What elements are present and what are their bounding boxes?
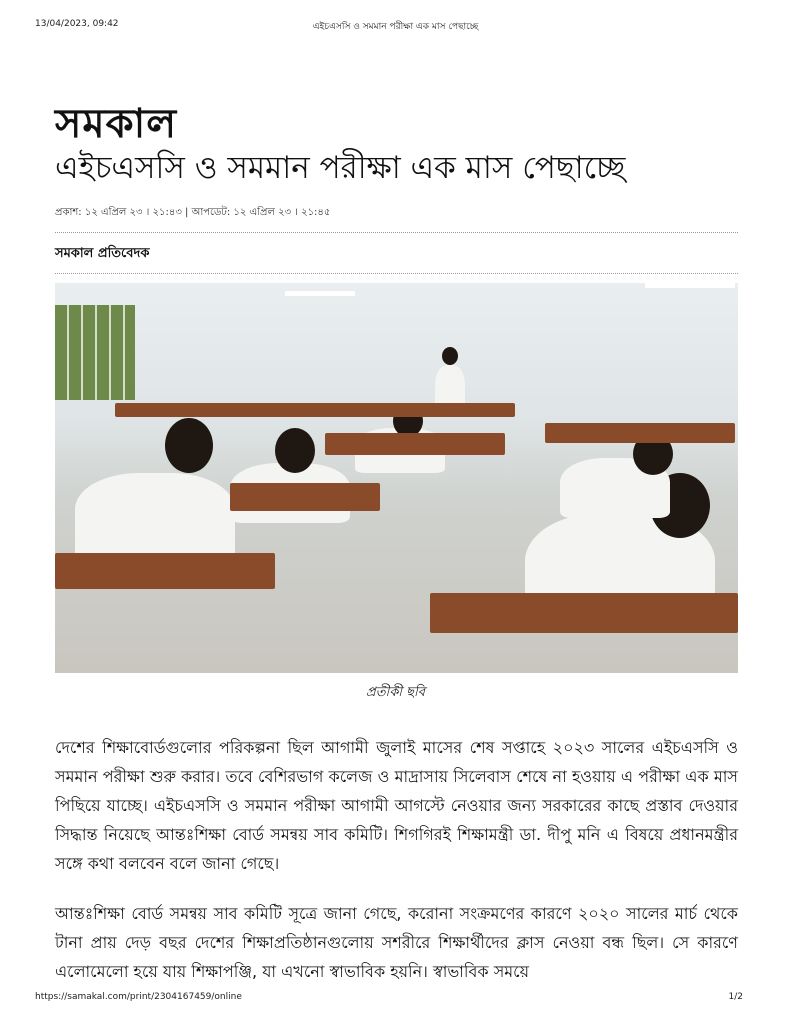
desk — [115, 403, 515, 417]
desk — [430, 593, 738, 633]
ceiling-light — [645, 283, 735, 288]
samakal-logo[interactable]: সমকাল — [55, 100, 178, 147]
head — [165, 418, 213, 473]
page-number: 1/2 — [728, 992, 743, 1002]
divider — [55, 232, 738, 233]
head — [442, 347, 458, 365]
byline: সমকাল প্রতিবেদক — [55, 246, 150, 261]
desk — [230, 483, 380, 511]
divider — [55, 273, 738, 274]
head — [275, 428, 315, 473]
desk — [55, 553, 275, 589]
article-paragraph: আন্তঃশিক্ষা বোর্ড সমন্বয় সাব কমিটি সূত্রে জানা গেছে, করোনা সংক্রমণের কারণে ২০২০ সালের মার্চ থেকে টানা প্রায় দেড় বছর দেশের শিক্ষাপ্রতিষ্ঠানগুলোয় সশরীরে শিক্ষার্থীদের ক্লাস নেওয়া বন্ধ ছিল। সে কারণে এলোমেলো হয়ে যায় শিক্ষাপঞ্জি, যা এখনো স্বাভাবিক হয়নি। স্বাভাবিক সময়ে — [55, 904, 738, 981]
student — [75, 473, 235, 563]
publish-meta: প্রকাশ: ১২ এপ্রিল ২৩ । ২১:৪৩ | আপডেট: ১২ এপ্রিল ২৩ । ২১:৪৫ — [55, 207, 331, 218]
ceiling-light — [285, 291, 355, 296]
image-caption: প্রতীকী ছবি — [366, 685, 425, 700]
article-title: এইচএসসি ও সমমান পরীক্ষা এক মাস পেছাচ্ছে — [55, 150, 626, 186]
desk — [545, 423, 735, 443]
print-page-title: এইচএসসি ও সমমান পরীক্ষা এক মাস পেছাচ্ছে — [312, 22, 479, 32]
window — [55, 305, 135, 400]
article-photo-exam-hall — [55, 283, 738, 673]
desk — [325, 433, 505, 455]
article-paragraph: দেশের শিক্ষাবোর্ডগুলোর পরিকল্পনা ছিল আগামী জুলাই মাসের শেষ সপ্তাহে ২০২৩ সালের এইচএসসি ও সমমান পরীক্ষা শুরু করার। তবে বেশিরভাগ কলেজ ও মাদ্রাসায় সিলেবাস শেষে না হওয়ায় এ পরীক্ষা এক মাস পিছিয়ে যাচ্ছে। এইচএসসি ও সমমান পরীক্ষা আগামী আগস্টে নেওয়ার জন্য সরকারের কাছে প্রস্তাব দেওয়ার সিদ্ধান্ত নিয়েছে আন্তঃশিক্ষা বোর্ড সমন্বয় সাব কমিটি। শিগগিরই শিক্ষামন্ত্রী ডা. দীপু মনি এ বিষয়ে প্রধানমন্ত্রীর সঙ্গে কথা বলবেন বলে জানা গেছে। — [55, 738, 738, 873]
print-datetime: 13/04/2023, 09:42 — [35, 19, 119, 29]
print-url: https://samakal.com/print/2304167459/online — [35, 992, 242, 1002]
